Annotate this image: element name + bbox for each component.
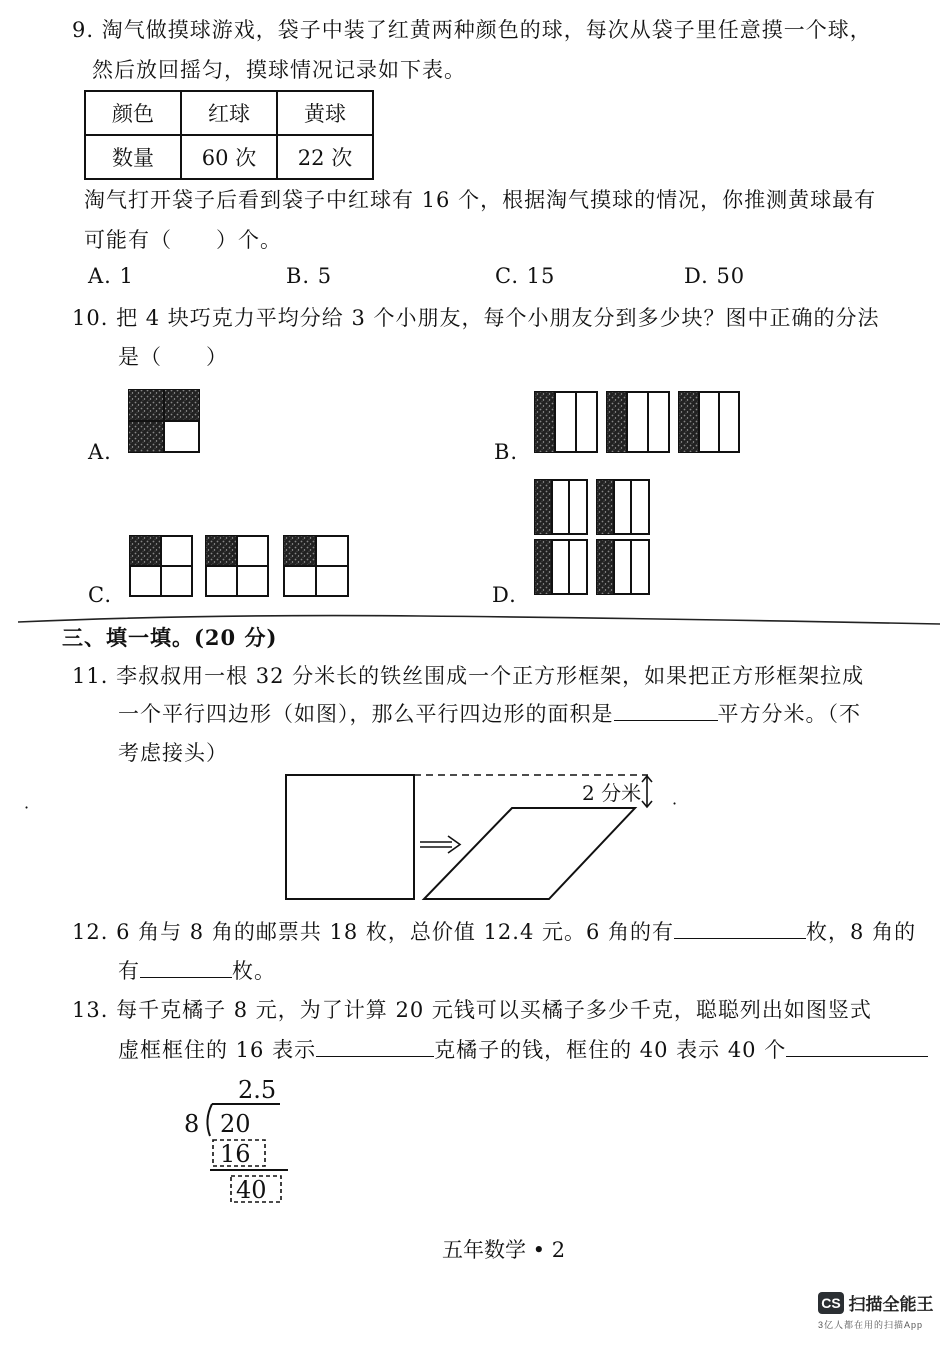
q12-line2 [118,955,276,985]
q10-line2: 是（ ） [118,345,228,369]
q9-line1: 9. 淘气做摸球游戏，袋子中装了红黄两种颜色的球，每次从袋子里任意摸一个球， [72,18,872,42]
q9-line2: 然后放回摇匀，摸球情况记录如下表。 [92,58,466,82]
q12-line1 [72,916,916,946]
parallelogram-frame [424,808,635,899]
page-footer: 五年数学 • 2 [442,1238,566,1262]
division-step1: 16 [220,1140,251,1168]
q12-answer-blank-2[interactable] [140,959,232,978]
long-division [180,1070,300,1206]
q10-label-d: D. [492,583,517,607]
table-yellow-count: 22 次 [277,135,373,179]
table-header-red: 红球 [181,91,277,135]
division-divisor: 8 [184,1110,200,1138]
section3-title: 三、填一填。(20 分) [62,625,278,650]
q11-line2 [118,698,861,728]
q9-line4: 可能有（ ）个。 [84,228,282,252]
q11-line2-suffix: 平方分米。（不 [717,702,861,726]
q11-answer-blank[interactable] [614,702,718,721]
q10-label-c: C. [88,583,112,607]
q12-line1-prefix: 12. 6 角与 8 角的邮票共 18 枚，总价值 12.4 元。6 角的有 [72,920,675,944]
scan-dot: · [672,794,678,813]
q11-figure [280,768,680,904]
q9-table [84,90,374,180]
q12-line2-prefix: 有 [118,959,140,983]
q10-line1: 10. 把 4 块巧克力平均分给 3 个小朋友，每个小朋友分到多少块？图中正确的分法 [72,306,880,330]
table-header-color: 颜色 [85,91,181,135]
q10-figure-c [128,534,352,600]
q12-line2-suffix: 枚。 [232,959,276,983]
division-quotient: 2.5 [238,1076,277,1104]
q13-line2-prefix: 虚框框住的 16 表示 [118,1038,317,1062]
q13-line2-middle: 克橘子的钱，框住的 40 表示 40 个 [434,1038,787,1062]
q10-label-a: A. [88,440,112,464]
watermark-tagline: 3亿人都在用的扫描App [818,1320,924,1330]
q9-option-b: B. 5 [286,264,333,288]
height-arrow-icon [642,776,652,807]
q11-line1: 11. 李叔叔用一根 32 分米长的铁丝围成一个正方形框架，如果把正方形框架拉成 [72,664,865,688]
q11-line2-prefix: 一个平行四边形（如图），那么平行四边形的面积是 [118,702,614,726]
q9-option-a: A. 1 [88,264,134,288]
q9-line3: 淘气打开袋子后看到袋子中红球有 16 个，根据淘气摸球的情况，你推测黄球最有 [84,188,877,212]
scanner-watermark [818,1290,933,1331]
q13-line2 [118,1034,928,1064]
q10-label-b: B. [494,440,519,464]
division-step2: 40 [236,1176,267,1204]
q11-line3: 考虑接头） [118,741,228,765]
q13-line1: 13. 每千克橘子 8 元，为了计算 20 元钱可以买橘子多少千克，聪聪列出如图竖式 [72,998,872,1022]
square-frame [286,775,414,899]
q10-figure-d [533,478,651,596]
division-dividend: 20 [220,1110,251,1138]
cs-logo-icon: CS [818,1292,844,1314]
q10-figure-b [533,390,743,456]
scan-dot: · [24,798,30,817]
q9-option-d: D. 50 [684,264,746,288]
table-row-label: 数量 [85,135,181,179]
watermark-brand: 扫描全能王 [848,1295,934,1314]
q12-answer-blank-1[interactable] [674,920,806,939]
q13-answer-blank-1[interactable] [316,1038,434,1057]
q9-option-c: C. 15 [495,264,556,288]
q10-figure-a [128,389,202,455]
q12-line1-suffix: 枚，8 角的 [806,920,917,944]
transform-arrow-icon [420,836,460,853]
table-red-count: 60 次 [181,135,277,179]
q13-answer-blank-2[interactable] [786,1038,928,1057]
table-header-yellow: 黄球 [277,91,373,135]
height-label: 2 分米 [582,781,642,805]
